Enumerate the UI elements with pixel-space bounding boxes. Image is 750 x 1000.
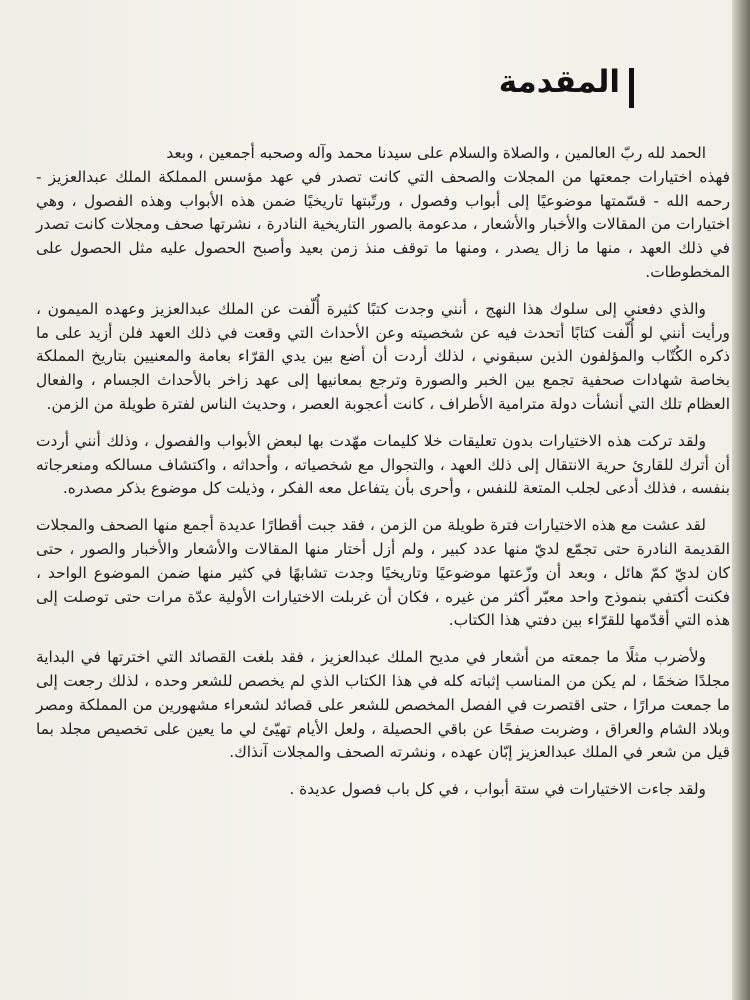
paragraph-4: لقد عشت مع هذه الاختيارات فترة طويلة من الزمن ، فقد جبت أقطارًا عديدة أجمع منها الصحف والمجلات القديمة النادرة حتى تجمّع لديّ منها عدد كبير ، ولم أزل أختار منها المقالات والأشعار والأخبار والصور ، حتى كان لديّ كمّ هائل ، وبعد أن وزّعتها موضوعيًا وتاريخيًا وجدت تشابهًا في كثير منها ضمن الموضوع الواحد ، فكنت أكتفي بنموذج واحد معبّر أكثر من غيره ، فكان أن غربلت الاختيارات الأولية عدّة مرات حتى توصلت إلى هذه التي أقدّمها للقرّاء بين دفتي هذا الكتاب. xyxy=(36,516,730,630)
title-accent-bar xyxy=(629,68,634,108)
paragraph-opening: الحمد لله ربّ العالمين ، والصلاة والسلام على سيدنا محمد وآله وصحبه أجمعين ، وبعد xyxy=(166,144,706,162)
page-title: المقدمة xyxy=(498,64,620,100)
paragraph-1: فهذه اختيارات جمعتها من المجلات والصحف التي كانت تصدر في عهد مؤسس المملكة الملك عبدالعزيز - رحمه الله - قسّمتها موضوعيًا إلى أبواب وفصول ، ورتّبتها تاريخيًا ضمن هذه الأبواب وهذه الفصول ، وهي اختيارات من المقالات والأخبار والأشعار ، مدعومة بالصور التاريخية النادرة ، نشرتها صحف ومجلات كانت تصدر في ذلك العهد ، منها ما زال يصدر ، ومنها ما توقف منذ زمن بعيد وأصبح الحصول عليه مثل الحصول على المخطوطات. xyxy=(36,167,730,281)
introduction-body xyxy=(36,142,730,815)
page-spine-shadow xyxy=(732,0,750,1000)
paragraph-closing: ولقد جاءت الاختيارات في ستة أبواب ، في كل باب فصول عديدة . xyxy=(289,780,706,799)
paragraph-5: ولأضرب مثلًا ما جمعته من أشعار في مديح الملك عبدالعزيز ، فقد بلغت القصائد التي اخترتها في البداية مجلدًا ضخمًا ، لم يكن من المناسب إثباته كله في هذا الكتاب الذي لم يخصص للشعر وحده ، لذلك رجعت إلى ما جمعت مرارًا ، حتى اقتصرت في الفصل المخصص للشعر على قصائد لشعراء مشهورين من المملكة ومصر وبلاد الشام والعراق ، وضربت صفحًا عن باقي الحصيلة ، ولعل الأيام تهيّئ لي ما يعين على تخصيص مجلد بما قيل من شعر في الملك عبدالعزيز إبّان عهده ، ونشرته الصحف والمجلات آنذاك. xyxy=(36,648,730,762)
paragraph-3: ولقد تركت هذه الاختيارات بدون تعليقات خلا كليمات مهّدت بها لبعض الأبواب والفصول ، وذلك أنني أردت أن أترك للقارئ حرية الانتقال إلى ذلك العهد ، والتجوال مع شخصياته ، وأحداثه ، واكتشاف مسالكه ومنعرجاته بنفسه ، فذلك أدعى لجلب المتعة للنفس ، وأحرى بأن يتفاعل معه الفكر ، وذيلت كل موضوع بذكر مصدره. xyxy=(36,431,730,498)
paragraph-2: والذي دفعني إلى سلوك هذا النهج ، أنني وجدت كتبًا كثيرة أُلّفت عن الملك عبدالعزيز وعهده الميمون ، ورأيت أنني لو أُلّفت كتابًا أتحدث فيه عن شخصيته وعن الأحداث التي وقعت في ذلك العهد فلن أزيد على ما ذكره الكُتّاب والمؤلفون الذين سبقوني ، لذلك أردت أن أضع بين يدي القرّاء بعامة والمعنيين بتاريخ المملكة بخاصة شهادات صحفية تجمع بين الخبر والصورة وترجع بمعانيها إلى عهد زاخر بالأحداث الجسام ، والفعال العظام تلك التي أنشأت دولة مترامية الأطراف ، كانت أعجوبة العصر ، وحديث الناس لفترة طويلة من الزمن. xyxy=(36,299,730,413)
title-block xyxy=(499,64,620,100)
